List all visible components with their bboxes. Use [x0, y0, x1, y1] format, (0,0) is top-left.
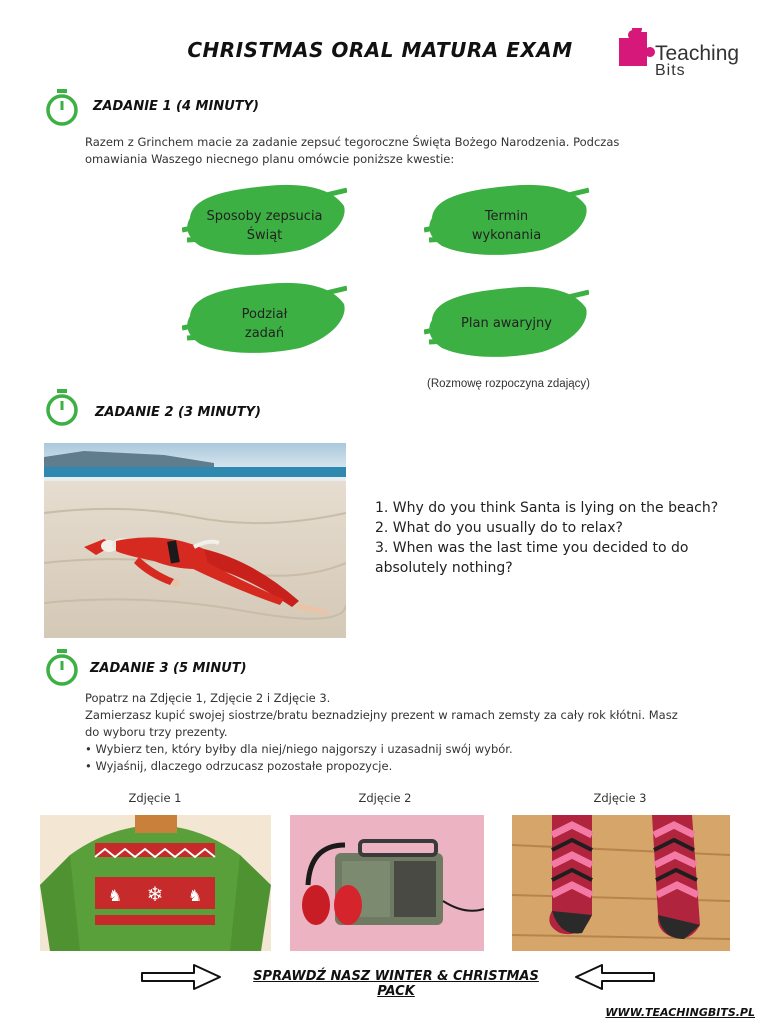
task2-questions [375, 498, 745, 578]
santa-beach-photo [44, 443, 346, 638]
topic-2 [424, 207, 589, 245]
radio-headphones-photo [290, 815, 484, 951]
svg-text:❄: ❄ [146, 882, 164, 906]
question-item: 2. What do you usually do to relax? [375, 520, 623, 536]
topic-4 [424, 314, 589, 333]
task1-heading: ZADANIE 1 (4 MINUTY) [93, 99, 259, 114]
task1-note: (Rozmowę rozpoczyna zdający) [427, 378, 590, 390]
task3-line: do wyboru trzy prezenty. [85, 725, 228, 739]
puzzle-logo-icon [615, 28, 659, 68]
stopwatch-icon [44, 88, 80, 128]
logo-text-teaching: Teaching [655, 42, 740, 65]
winter-christmas-pack-link[interactable]: SPRAWDŹ NASZ WINTER & CHRISTMAS PACK [253, 969, 539, 999]
topic-1-line: Sposoby zepsucia [206, 209, 323, 224]
stopwatch-icon [44, 648, 80, 688]
task3-line: Zamierzasz kupić swojej siostrze/bratu beznadziejny prezent w ramach zemsty za cały rok kłótni. Masz [85, 708, 678, 722]
photo-label-3: Zdjęcie 3 [593, 791, 647, 805]
question-item: absolutely nothing? [375, 560, 513, 576]
page-title: CHRISTMAS ORAL MATURA EXAM [187, 38, 573, 62]
task3-line: Popatrz na Zdjęcie 1, Zdjęcie 2 i Zdjęcie 3. [85, 691, 331, 705]
task1-intro-line: Razem z Grinchem macie za zadanie zepsuć tegoroczne Święta Bożego Narodzenia. Podczas [85, 135, 620, 149]
topic-1-line: Świąt [246, 228, 283, 243]
logo-text-bits: Bits [655, 62, 686, 79]
photo-label-2: Zdjęcie 2 [358, 791, 412, 805]
question-item: 3. When was the last time you decided to do [375, 540, 689, 556]
task1-intro-line: omawiania Waszego niecnego planu omówcie poniższe kwestie: [85, 152, 455, 166]
topic-1 [182, 207, 347, 245]
arrow-left-icon [572, 962, 658, 992]
svg-text:♞: ♞ [187, 886, 203, 905]
website-url-link[interactable]: WWW.TEACHINGBITS.PL [605, 1006, 755, 1019]
photo-label-1: Zdjęcie 1 [128, 791, 182, 805]
topic-4-line: Plan awaryjny [461, 316, 552, 331]
topic-3-line: zadań [244, 326, 285, 341]
task3-line: • Wyjaśnij, dlaczego odrzucasz pozostałe propozycje. [85, 759, 393, 773]
christmas-sweater-photo [40, 815, 271, 951]
task3-line: • Wybierz ten, który byłby dla niej/niego najgorszy i uzasadnij swój wybór. [85, 742, 513, 756]
task2-heading: ZADANIE 2 (3 MINUTY) [95, 405, 261, 420]
svg-text:♞: ♞ [107, 886, 123, 905]
topic-3-line: Podział [241, 307, 288, 322]
topic-3 [182, 305, 347, 343]
question-item: 1. Why do you think Santa is lying on the beach? [375, 500, 719, 516]
topic-2-line: Termin [484, 209, 529, 224]
task1-intro [85, 134, 685, 168]
patterned-socks-photo [512, 815, 730, 951]
stopwatch-icon [44, 388, 80, 428]
task3-instructions [85, 690, 735, 775]
topic-2-line: wykonania [471, 228, 542, 243]
task3-heading: ZADANIE 3 (5 MINUT) [90, 661, 247, 676]
arrow-right-icon [138, 962, 224, 992]
